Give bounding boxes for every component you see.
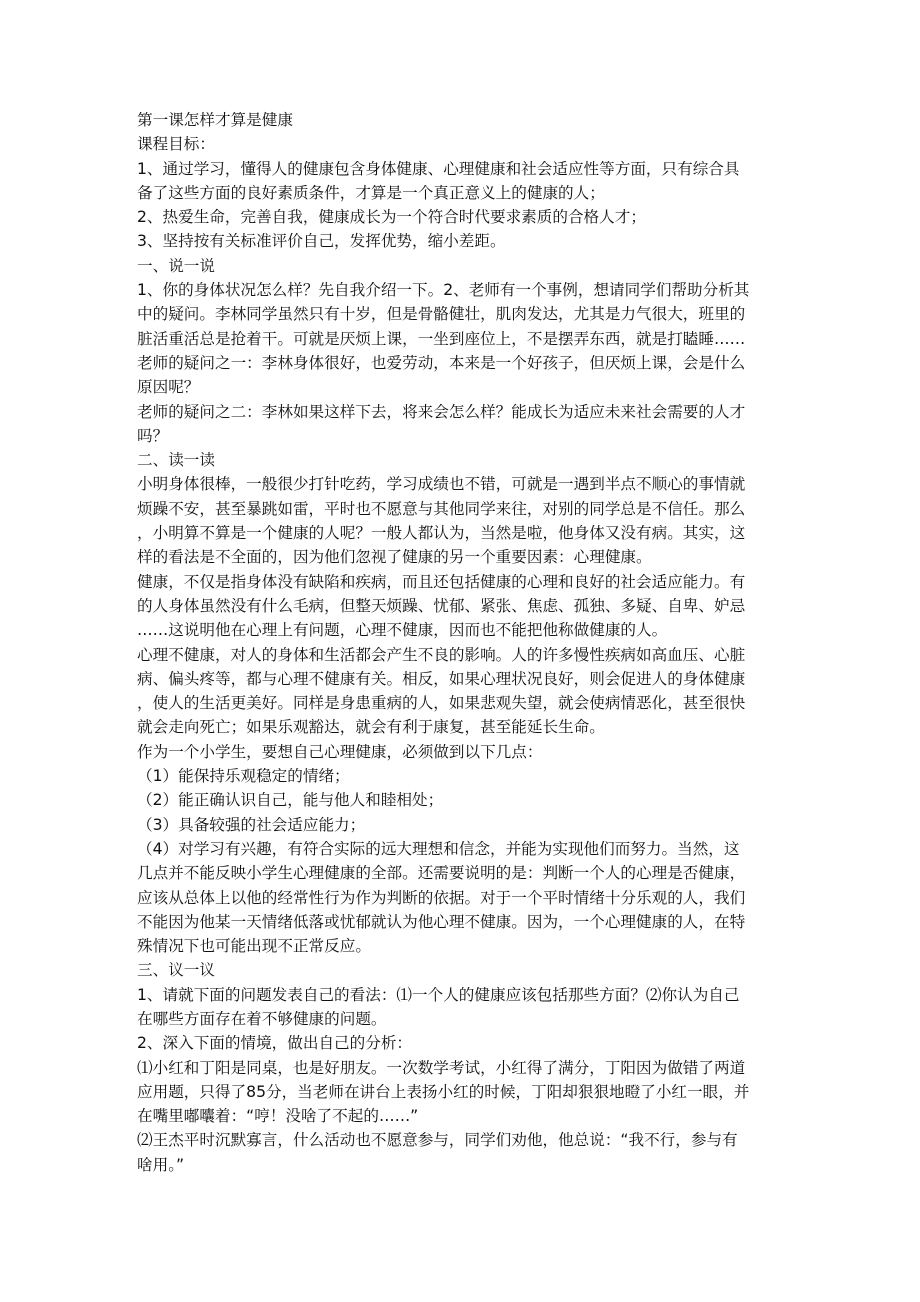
text-line: （2）能正确认识自己，能与他人和睦相处； <box>137 791 444 810</box>
text-line: 烦躁不安，甚至暴跳如雷，平时也不愿意与其他同学来往，对别的同学总是不信任。那么 <box>137 499 746 518</box>
text-line: 小明身体很棒，一般很少打针吃药，学习成绩也不错，可就是一遇到半点不顺心的事情就 <box>137 475 746 494</box>
text-line: 健康，不仅是指身体没有缺陷和疾病，而且还包括健康的心理和良好的社会适应能力。有 <box>137 572 746 591</box>
text-line: 三、议一议 <box>137 961 215 980</box>
document-page <box>137 108 787 1177</box>
text-line: ，小明算不算是一个健康的人呢？一般人都认为，当然是啦，他身体又没有病。其实，这 <box>137 524 746 543</box>
text-line: 病、偏头疼等，都与心理不健康有关。相反，如果心理状况良好，则会促进人的身体健康 <box>137 669 746 688</box>
text-line: 脏活重活总是抢着干。可就是厌烦上课，一坐到座位上，不是摆弄东西，就是打瞌睡…… <box>137 329 746 348</box>
text-line: 老师的疑问之二：李林如果这样下去，将来会怎么样？能成长为适应未来社会需要的人才 <box>137 402 746 421</box>
text-line: 老师的疑问之一：李林身体很好，也爱劳动，本来是一个好孩子，但厌烦上课，会是什么 <box>137 353 746 372</box>
text-line: ⑵王杰平时沉默寡言，什么活动也不愿意参与，同学们劝他，他总说：“我不行，参与有 <box>137 1131 738 1150</box>
text-line: 3、坚持按有关标准评价自己，发挥优势，缩小差距。 <box>137 232 506 251</box>
text-line: ，使人的生活更美好。同样是身患重病的人，如果悲观失望，就会使病情恶化，甚至很快 <box>137 694 746 713</box>
text-line: （1）能保持乐观稳定的情绪； <box>137 767 350 786</box>
text-line: 1、请就下面的问题发表自己的看法：⑴一个人的健康应该包括那些方面？⑵你认为自己 <box>137 985 740 1004</box>
text-line: 样的看法是不全面的，因为他们忽视了健康的另一个重要因素：心理健康。 <box>137 548 652 567</box>
text-line: 课程目标： <box>137 135 215 154</box>
text-line: 二、读一读 <box>137 451 215 470</box>
text-line: 在嘴里嘟囔着：“哼！没啥了不起的……” <box>137 1107 419 1126</box>
text-line: 第一课怎样才算是健康 <box>137 111 293 129</box>
text-line: 的人身体虽然没有什么毛病，但整天烦躁、忧郁、紧张、焦虑、孤独、多疑、自卑、妒忌 <box>137 596 746 615</box>
text-line: 一、说一说 <box>137 256 215 275</box>
text-line: ……这说明他在心理上有问题，心理不健康，因而也不能把他称做健康的人。 <box>137 621 668 640</box>
text-line: 在哪些方面存在着不够健康的问题。 <box>137 1009 387 1028</box>
text-line: 中的疑问。李林同学虽然只有十岁，但是骨骼健壮，肌肉发达，尤其是力气很大，班里的 <box>137 305 746 324</box>
text-line: 原因呢？ <box>137 378 200 397</box>
text-line: 1、你的身体状况怎么样？先自我介绍一下。2、老师有一个事例，想请同学们帮助分析其 <box>137 281 750 300</box>
text-line: 作为一个小学生，要想自己心理健康，必须做到以下几点： <box>137 742 543 761</box>
text-line: （3）具备较强的社会适应能力； <box>137 815 366 834</box>
text-line: 不能因为他某一天情绪低落或忧郁就认为他心理不健康。因为，一个心理健康的人，在特 <box>137 912 746 931</box>
text-line: 啥用。” <box>137 1155 185 1174</box>
text-line: 1、通过学习，懂得人的健康包含身体健康、心理健康和社会适应性等方面，只有综合具 <box>137 159 740 178</box>
text-line: 2、热爱生命，完善自我，健康成长为一个符合时代要求素质的合格人才； <box>137 208 646 227</box>
text-line: 吗？ <box>137 426 169 445</box>
text-line: 备了这些方面的良好素质条件，才算是一个真正意义上的健康的人； <box>137 183 605 202</box>
text-line: 几点并不能反映小学生心理健康的全部。还需要说明的是：判断一个人的心理是否健康， <box>137 864 746 883</box>
text-line: 就会走向死亡；如果乐观豁达，就会有利于康复，甚至能延长生命。 <box>137 718 605 737</box>
text-line: 2、深入下面的情境，做出自己的分析： <box>137 1034 413 1053</box>
text-line: ⑴小红和丁阳是同桌，也是好朋友。一次数学考试，小红得了满分，丁阳因为做错了两道 <box>137 1058 746 1077</box>
text-line: 心理不健康，对人的身体和生活都会产生不良的影响。人的许多慢性疾病如高血压、心脏 <box>137 645 746 664</box>
text-line: 应该从总体上以他的经常性行为作为判断的依据。对于一个平时情绪十分乐观的人，我们 <box>137 888 746 907</box>
text-line: 应用题，只得了85分，当老师在讲台上表扬小红的时候，丁阳却狠狠地瞪了小红一眼，并 <box>137 1082 750 1101</box>
text-line: 殊情况下也可能出现不正常反应。 <box>137 937 371 956</box>
text-line: （4）对学习有兴趣，有符合实际的远大理想和信念，并能为实现他们而努力。当然，这 <box>137 839 740 858</box>
